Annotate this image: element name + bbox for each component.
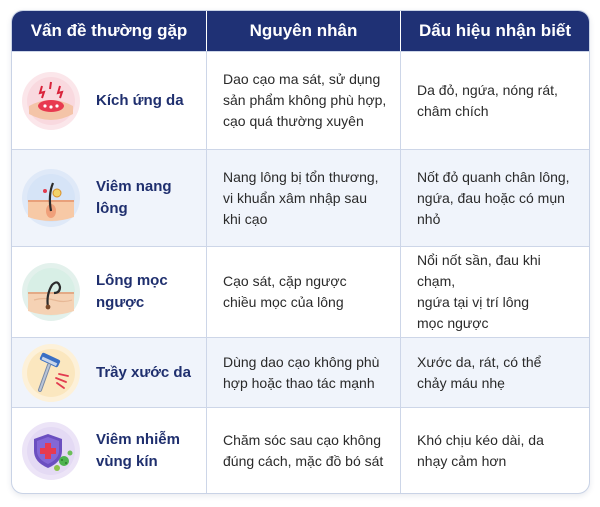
issue-name: Kích ứng da [96,91,184,109]
issue-cell [12,246,206,337]
cause-cell: Chăm sóc sau cạo không đúng cách, mặc đồ bó sát [206,407,400,493]
issue-name: Lông mọc ngược [96,272,168,311]
issue-name: Trầy xước da [96,363,191,381]
header-signs: Dấu hiệu nhận biết [400,11,589,51]
issue-name: Viêm nang lông [96,178,172,217]
signs-cell: Da đỏ, ngứa, nóng rát, châm chích [400,51,589,149]
cause-cell: Nang lông bị tổn thương, vi khuẩn xâm nhập sau khi cạo [206,149,400,246]
cause-cell: Cạo sát, cặp ngược chiều mọc của lông [206,246,400,337]
issue-cell [12,149,206,246]
irritated-skin-icon [22,72,80,130]
cause-cell: Dùng dao cạo không phù hợp hoặc thao tác mạnh [206,337,400,407]
issue-cell [12,51,206,149]
signs-cell: Nổi nốt sần, đau khi chạm, ngứa tại vị trí lông mọc ngược [400,246,589,337]
header-cause: Nguyên nhân [206,11,400,51]
issue-cell [12,337,206,407]
razor-icon [22,344,80,402]
issue-cell [12,407,206,493]
signs-cell: Khó chịu kéo dài, da nhạy cảm hơn [400,407,589,493]
signs-cell: Nốt đỏ quanh chân lông, ngứa, đau hoặc có mụn nhỏ [400,149,589,246]
signs-cell: Xước da, rát, có thể chảy máu nhẹ [400,337,589,407]
shield-germ-icon [22,422,80,480]
issue-name: Viêm nhiễm vùng kín [96,430,180,470]
issues-table [11,10,590,494]
ingrown-hair-icon [22,263,80,321]
cause-cell: Dao cạo ma sát, sử dụng sản phẩm không phù hợp, cạo quá thường xuyên [206,51,400,149]
hair-follicle-icon [22,169,80,227]
header-issue: Vấn đề thường gặp [12,11,206,51]
